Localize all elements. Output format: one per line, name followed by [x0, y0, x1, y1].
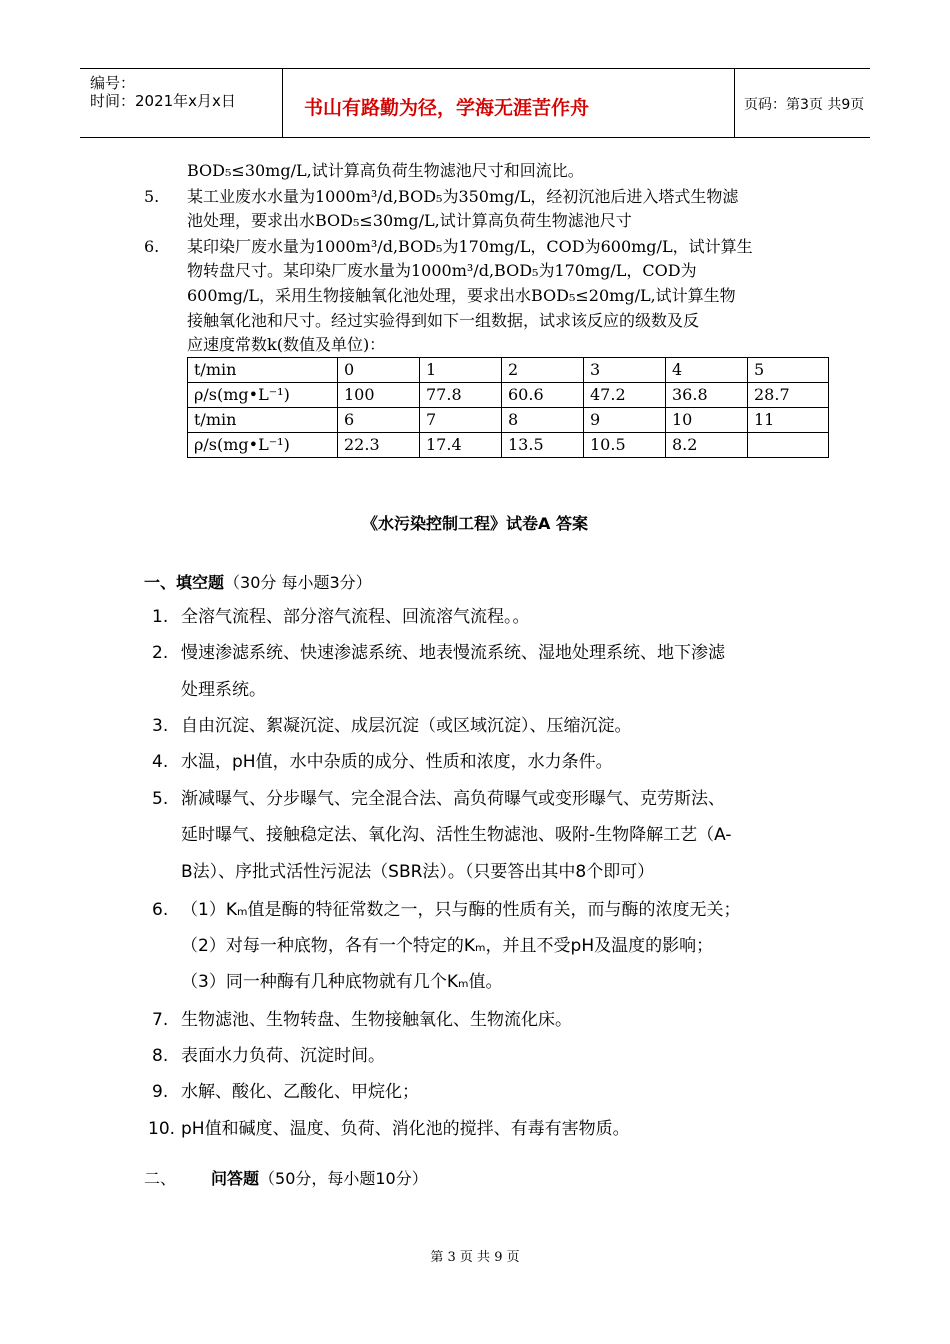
- table-row: [188, 433, 829, 458]
- table-cell: 100: [338, 383, 420, 408]
- table-cell: 8: [502, 408, 584, 433]
- table-row: [188, 383, 829, 408]
- section-2-title: 问答题: [211, 1169, 260, 1188]
- answer-number: 4.: [152, 752, 169, 772]
- section-1-title: 一、填空题: [144, 573, 225, 592]
- section-1-heading: [144, 570, 372, 593]
- question-6-line-4: 接触氧化池和尺寸。经过实验得到如下一组数据，试求该反应的级数及反: [187, 311, 700, 330]
- section-2-note: （50分，每小题10分）: [259, 1169, 428, 1188]
- motto: 书山有路勤为径，学海无涯苦作舟: [304, 97, 590, 119]
- answer-line: B法）、序批式活性污泥法（SBR法）。（只要答出其中8个即可）: [181, 862, 655, 882]
- table-cell: 7: [420, 408, 502, 433]
- section-1-note: （30分 每小题3分）: [224, 573, 372, 592]
- table-cell: 10: [666, 408, 748, 433]
- table-cell: 11: [748, 408, 829, 433]
- table-cell: 8.2: [666, 433, 748, 458]
- time-label: 时间：2021年x月x日: [90, 92, 236, 110]
- number-label: 编号：: [90, 74, 136, 92]
- table-cell: 10.5: [584, 433, 666, 458]
- answer-line: （1）Kₘ值是酶的特征常数之一，只与酶的性质有关，而与酶的浓度无关；: [181, 900, 741, 920]
- question-6-line-1: 某印染厂废水量为1000m³/d,BOD₅为170mg/L，COD为600mg/L，试计算生: [187, 237, 753, 256]
- question-5-line-2: 池处理，要求出水BOD₅≤30mg/L,试计算高负荷生物滤池尺寸: [187, 211, 632, 230]
- answer-line: 渐减曝气、分步曝气、完全混合法、高负荷曝气或变形曝气、克劳斯法、: [181, 789, 725, 809]
- section-2-heading: [211, 1166, 428, 1189]
- answer-line: 慢速渗滤系统、快速渗滤系统、地表慢流系统、湿地处理系统、地下渗滤: [181, 643, 725, 663]
- answer-number: 10.: [148, 1119, 176, 1139]
- table-cell: 77.8: [420, 383, 502, 408]
- table-cell: 6: [338, 408, 420, 433]
- table-cell: t/min: [188, 358, 338, 383]
- section-2-number: 二、: [144, 1169, 177, 1188]
- table-cell: 36.8: [666, 383, 748, 408]
- table-cell: 4: [666, 358, 748, 383]
- table-cell: ρ/s(mg•L⁻¹): [188, 383, 338, 408]
- table-cell: 47.2: [584, 383, 666, 408]
- page-header: [80, 68, 870, 138]
- table-cell: 17.4: [420, 433, 502, 458]
- answer-line: 全溶气流程、部分溶气流程、回流溶气流程。。: [181, 607, 530, 627]
- table-row: [188, 358, 829, 383]
- table-cell: 2: [502, 358, 584, 383]
- answer-line: 水温，pH值，水中杂质的成分、性质和浓度，水力条件。: [181, 752, 613, 772]
- answer-line: 处理系统。: [181, 680, 266, 700]
- table-cell: [748, 433, 829, 458]
- answer-line: （2）对每一种底物，各有一个特定的Kₘ，并且不受pH及温度的影响；: [181, 936, 714, 956]
- table-cell: 3: [584, 358, 666, 383]
- table-cell: 13.5: [502, 433, 584, 458]
- answer-line: 生物滤池、生物转盘、生物接触氧化、生物流化床。: [181, 1010, 572, 1030]
- answer-line: 延时曝气、接触稳定法、氧化沟、活性生物滤池、吸附-生物降解工艺（A-: [181, 825, 732, 845]
- table-cell: t/min: [188, 408, 338, 433]
- answer-number: 3.: [152, 716, 169, 736]
- question-5-line-1: 某工业废水水量为1000m³/d,BOD₅为350mg/L，经初沉池后进入塔式生物滤: [187, 187, 739, 206]
- table-cell: ρ/s(mg•L⁻¹): [188, 433, 338, 458]
- answer-number: 9.: [152, 1082, 169, 1102]
- table-cell: 9: [584, 408, 666, 433]
- answer-line: 自由沉淀、絮凝沉淀、成层沉淀（或区域沉淀）、压缩沉淀。: [181, 716, 632, 736]
- answer-line: （3）同一种酶有几种底物就有几个Kₘ值。: [181, 972, 503, 992]
- answer-line: 表面水力负荷、沉淀时间。: [181, 1046, 385, 1066]
- header-page-cell: [734, 69, 870, 137]
- table-row: [188, 408, 829, 433]
- question-6-line-5: 应速度常数k(数值及单位)：: [187, 335, 386, 354]
- header-motto-cell: [282, 69, 735, 137]
- page-label: 页码：第3页 共9页: [744, 97, 865, 113]
- answer-number: 5.: [152, 789, 169, 809]
- header-meta: [80, 69, 283, 137]
- answer-title: 《水污染控制工程》试卷A 答案: [362, 514, 588, 533]
- table-cell: 22.3: [338, 433, 420, 458]
- question-5-number: 5.: [144, 187, 160, 206]
- answer-number: 2.: [152, 643, 169, 663]
- data-table: [187, 357, 829, 458]
- answer-number: 6.: [152, 900, 169, 920]
- answer-line: pH值和碱度、温度、负荷、消化池的搅拌、有毒有害物质。: [181, 1119, 630, 1139]
- question-4-tail: BOD₅≤30mg/L,试计算高负荷生物滤池尺寸和回流比。: [187, 161, 584, 180]
- table-cell: 60.6: [502, 383, 584, 408]
- answer-line: 水解、酸化、乙酸化、甲烷化；: [181, 1082, 419, 1102]
- answer-number: 7.: [152, 1010, 169, 1030]
- table-cell: 5: [748, 358, 829, 383]
- table-cell: 28.7: [748, 383, 829, 408]
- question-6-number: 6.: [144, 237, 160, 256]
- answer-number: 8.: [152, 1046, 169, 1066]
- question-6-line-2: 物转盘尺寸。某印染厂废水量为1000m³/d,BOD₅为170mg/L，COD为: [187, 261, 697, 280]
- table-cell: 0: [338, 358, 420, 383]
- table-cell: 1: [420, 358, 502, 383]
- question-6-line-3: 600mg/L，采用生物接触氧化池处理，要求出水BOD₅≤20mg/L,试计算生物: [187, 286, 736, 305]
- answer-number: 1.: [152, 607, 169, 627]
- page-footer: 第 3 页 共 9 页: [430, 1250, 520, 1265]
